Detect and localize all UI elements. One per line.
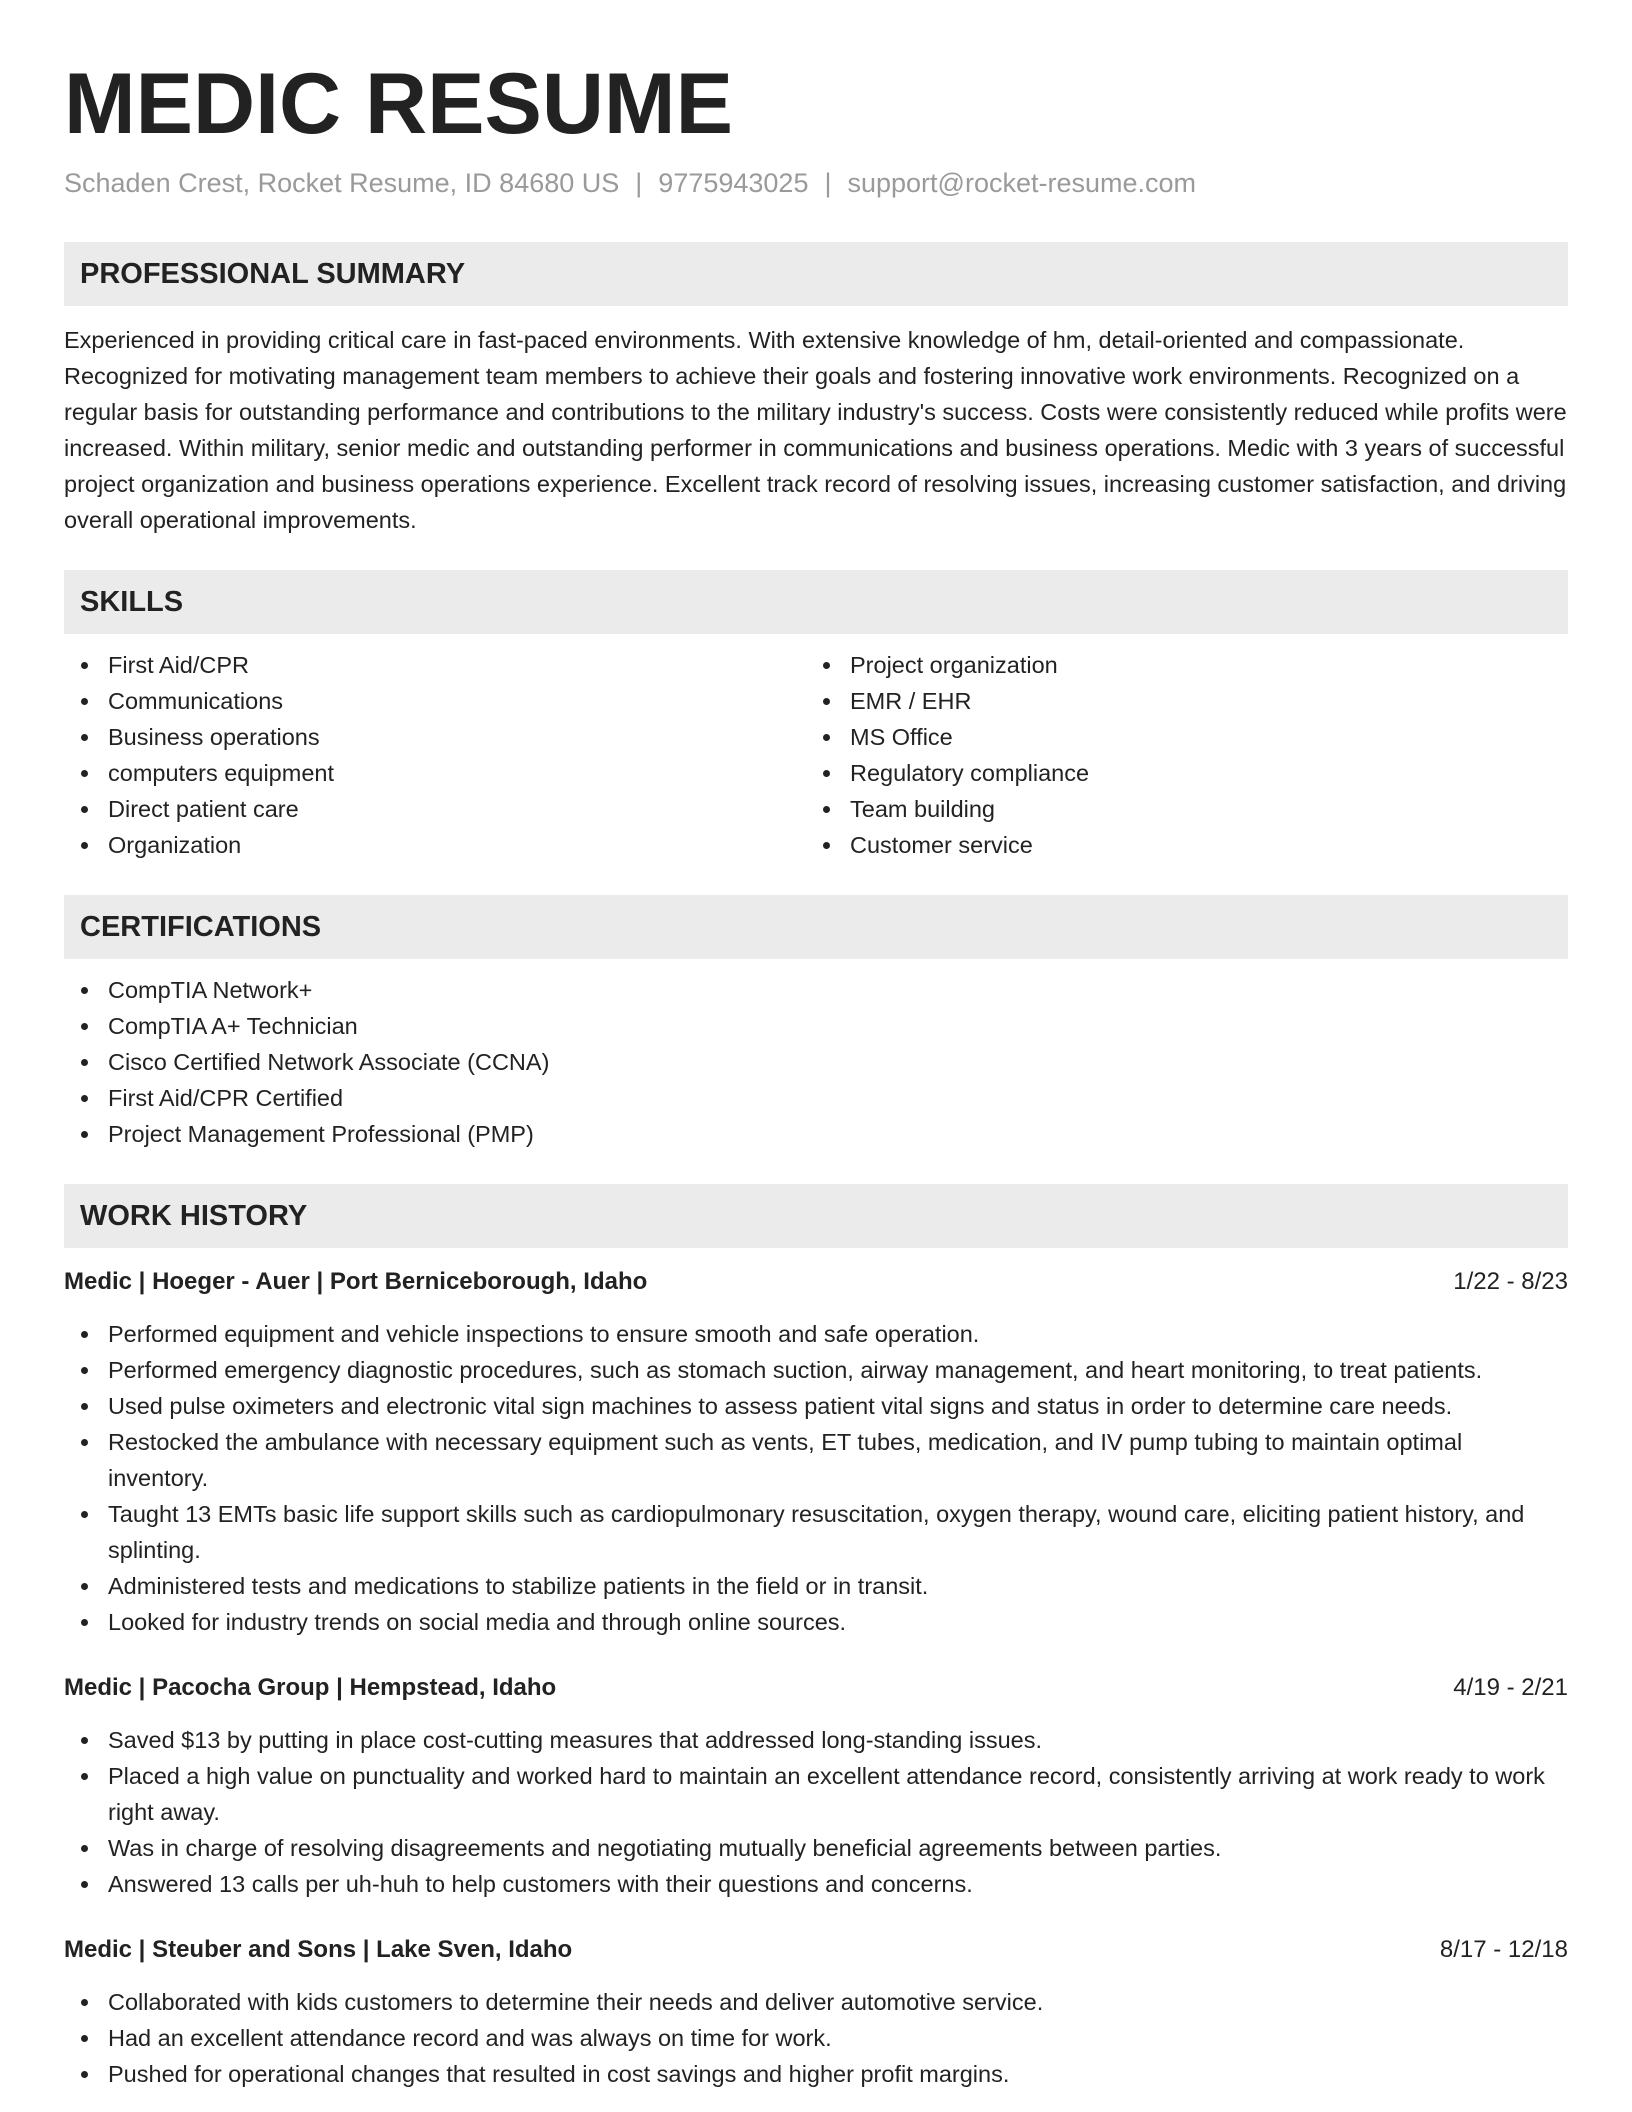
- job-title: Medic | Steuber and Sons | Lake Sven, Idaho: [64, 1936, 573, 1963]
- skill-item: First Aid/CPR: [64, 647, 806, 683]
- skill-item: Direct patient care: [64, 791, 806, 827]
- contact-phone: 9775943025: [658, 168, 809, 198]
- job-bullet: Performed equipment and vehicle inspections to ensure smooth and safe operation.: [64, 1316, 1568, 1352]
- work-history-heading: WORK HISTORY: [64, 1184, 1568, 1248]
- skills-section: [64, 570, 1568, 863]
- skill-item: Customer service: [806, 827, 1548, 863]
- skill-item: Regulatory compliance: [806, 755, 1548, 791]
- job-bullet: Placed a high value on punctuality and worked hard to maintain an excellent attendance record, consistently arriving at work ready to work right away.: [64, 1758, 1568, 1830]
- skills-list-left: [64, 647, 806, 863]
- job-dates: 8/17 - 12/18: [1439, 1936, 1568, 1963]
- job-bullet: Looked for industry trends on social media and through online sources.: [64, 1604, 1568, 1640]
- contact-separator: |: [635, 168, 643, 198]
- job-entry: [64, 1932, 1568, 2092]
- job-dates: 1/22 - 8/23: [1453, 1268, 1568, 1295]
- certifications-list: [64, 972, 1568, 1152]
- job-dates: 4/19 - 2/21: [1453, 1674, 1568, 1701]
- job-bullets: [64, 1984, 1568, 2092]
- skill-item: Team building: [806, 791, 1548, 827]
- skill-item: EMR / EHR: [806, 683, 1548, 719]
- job-bullet: Answered 13 calls per uh-huh to help customers with their questions and concerns.: [64, 1866, 1568, 1902]
- skill-item: Communications: [64, 683, 806, 719]
- summary-text: Experienced in providing critical care in fast-paced environments. With extensive knowledge of hm, detail-oriented and compassionate. Recognized for motivating management team members to achieve their goals and fostering innovative work environments. Recognized on a regular basis for outstanding performance and contributions to the military industry's success. Costs were consistently reduced while profits were increased. Within military, senior medic and outstanding performer in communications and business operations. Medic with 3 years of successful project organization and business operations experience. Excellent track record of resolving issues, increasing customer satisfaction, and driving overall operational improvements.: [64, 327, 1567, 533]
- skill-item: MS Office: [806, 719, 1548, 755]
- skill-item: Organization: [64, 827, 806, 863]
- job-bullet: Taught 13 EMTs basic life support skills such as cardiopulmonary resuscitation, oxygen therapy, wound care, eliciting patient history, and splinting.: [64, 1496, 1568, 1568]
- work-history-section: [64, 1184, 1568, 2092]
- job-bullet: Used pulse oximeters and electronic vital sign machines to assess patient vital signs and status in order to determine care needs.: [64, 1388, 1568, 1424]
- certification-item: Cisco Certified Network Associate (CCNA): [64, 1044, 1568, 1080]
- contact-line: [64, 166, 1568, 200]
- job-header: [64, 1670, 1568, 1706]
- certifications-heading: CERTIFICATIONS: [64, 895, 1568, 959]
- job-entry: [64, 1670, 1568, 1902]
- skill-item: Project organization: [806, 647, 1548, 683]
- certifications-section: [64, 895, 1568, 1152]
- job-bullet: Pushed for operational changes that resulted in cost savings and higher profit margins.: [64, 2056, 1568, 2092]
- job-bullet: Saved $13 by putting in place cost-cutting measures that addressed long-standing issues.: [64, 1722, 1568, 1758]
- certification-item: First Aid/CPR Certified: [64, 1080, 1568, 1116]
- job-bullet: Had an excellent attendance record and was always on time for work.: [64, 2020, 1568, 2056]
- job-bullet: Administered tests and medications to stabilize patients in the field or in transit.: [64, 1568, 1568, 1604]
- certification-item: CompTIA Network+: [64, 972, 1568, 1008]
- job-title: Medic | Hoeger - Auer | Port Berniceborough, Idaho: [64, 1268, 648, 1295]
- job-header: [64, 1264, 1568, 1300]
- job-bullets: [64, 1722, 1568, 1902]
- summary-section: [64, 242, 1568, 538]
- resume-page: [64, 0, 1568, 2092]
- job-bullet: Collaborated with kids customers to determine their needs and deliver automotive service.: [64, 1984, 1568, 2020]
- certification-item: Project Management Professional (PMP): [64, 1116, 1568, 1152]
- job-header: [64, 1932, 1568, 1968]
- resume-title: MEDIC RESUME: [64, 56, 733, 152]
- summary-heading: PROFESSIONAL SUMMARY: [64, 242, 1568, 306]
- contact-address: Schaden Crest, Rocket Resume, ID 84680 US: [64, 168, 620, 198]
- skills-list-right: [806, 647, 1548, 863]
- contact-email: support@rocket-resume.com: [847, 168, 1197, 198]
- skills-grid: [64, 647, 1568, 863]
- job-title: Medic | Pacocha Group | Hempstead, Idaho: [64, 1674, 557, 1701]
- job-bullet: Performed emergency diagnostic procedures, such as stomach suction, airway management, and heart monitoring, to treat patients.: [64, 1352, 1568, 1388]
- job-bullet: Was in charge of resolving disagreements and negotiating mutually beneficial agreements between parties.: [64, 1830, 1568, 1866]
- job-entry: [64, 1264, 1568, 1640]
- job-bullet: Restocked the ambulance with necessary equipment such as vents, ET tubes, medication, and IV pump tubing to maintain optimal inventory.: [64, 1424, 1568, 1496]
- job-bullets: [64, 1316, 1568, 1640]
- certification-item: CompTIA A+ Technician: [64, 1008, 1568, 1044]
- skill-item: Business operations: [64, 719, 806, 755]
- skill-item: computers equipment: [64, 755, 806, 791]
- contact-separator: |: [824, 168, 832, 198]
- skills-heading: SKILLS: [64, 570, 1568, 634]
